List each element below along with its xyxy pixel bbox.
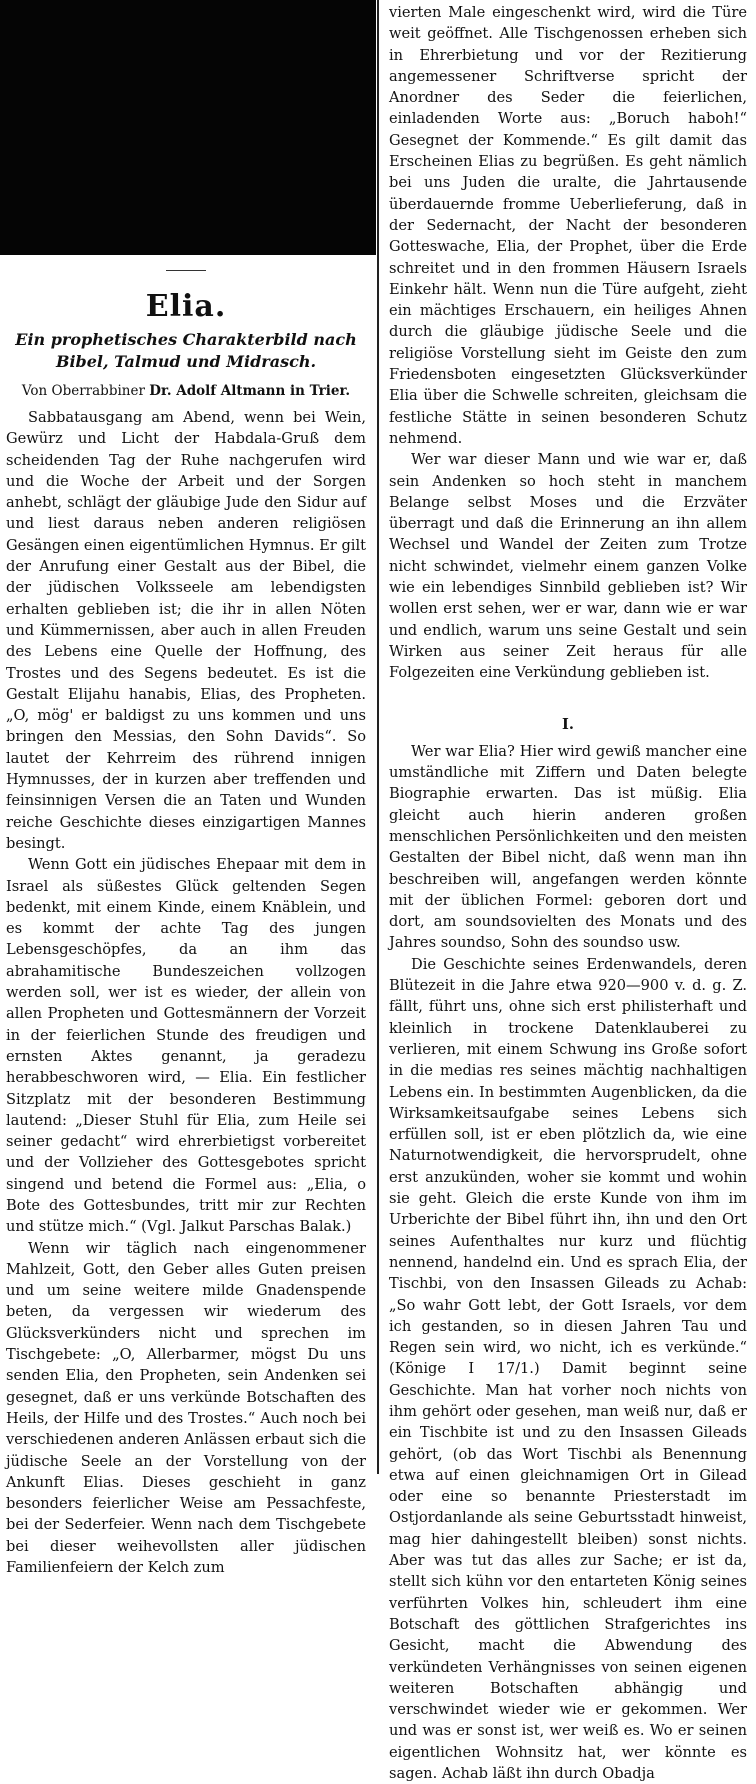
paragraph: Sabbatausgang am Abend, wenn bei Wein, Gewürz und Licht der Habdala-Gruß dem scheidenden Tag der Ruhe nachgerufen wird und die Woche der Arbeit und der Sorgen anhebt, schlägt der gläubige Jude den Sidur auf und liest daraus neben anderen religiösen Gesängen einen eigentümlichen Hymnus. Er gilt der Anrufung einer Gestalt aus der Bibel, die der jüdischen Volksseele am lebendigsten erhalten geblieben ist; die ihr in allen Nöten und Kümmernissen, aber auch in allen Freuden des Lebens eine Quelle der Hoffnung, des Trostes und des Segens bedeutet. Es ist die Gestalt Elijahu hanabis, Elias, des Propheten. „O, mög' er baldigst zu uns kommen und uns bringen den Messias, den Sohn Davids“. So lautet der Kehrreim des rührend innigen Hymnusses, der in kurzen aber treffenden und feinsinnigen Versen die an Taten und Wunden reiche Geschichte dieses einzigartigen Mannes besingt. — [6, 409, 366, 852]
right-column — [383, 0, 753, 1784]
byline-prefix: Von Oberrabbiner — [21, 383, 145, 399]
article-separator-rule — [166, 270, 206, 271]
left-column — [0, 0, 372, 1578]
paragraph-continued: vierten Male eingeschenkt wird, wird die Türe weit geöffnet. Alle Tischgenossen erheben sich in Ehrerbietung und vor der Rezitierung angemessener Schriftverse spricht der Anordner des Seder die feierlichen, einladenden Worte aus: „Boruch haboh!“ Gesegnet der Kommende.“ Es gilt damit das Erscheinen Elias zu begrüßen. Es geht nämlich bei uns Juden die uralte, die Jahrtausende überdauernde fromme Ueberlieferung, daß in der Sedernacht, der Nacht der besonderen Gotteswache, Elia, der Prophet, über die Erde schreitet und in den frommen Häusern Israels Einkehr hält. Wenn nun die Türe aufgeht, zieht ein mächtiges Erschauern, ein heiliges Ahnen durch die gläubige jüdische Seele und die religiöse Vorstellung sieht im Geiste den zum Friedensboten eingesetzten Glücksverkünder Elia über die Schwelle schreiten, gleichsam die festliche Stätte in seinen besonderen Schutz nehmend. — [389, 4, 747, 447]
paragraph: Wer war Elia? Hier wird gewiß mancher eine umständliche mit Ziffern und Daten belegte Biographie erwarten. Das ist müßig. Elia gleicht auch hierin anderen großen menschlichen Persönlichkeiten und den meisten Gestalten der Bibel nicht, daß wenn man ihn beschreiben will, angefangen werden könnte mit der üblichen Formel: geboren dort und dort, am soundsovielten des Monats und des Jahres soundso, Sohn des soundso usw. — [389, 742, 747, 952]
paragraph: Wenn Gott ein jüdisches Ehepaar mit dem in Israel als süßestes Glück geltenden Segen bedenkt, mit einem Kinde, einem Knäblein, und es kommt der achte Tag des jungen Lebensgeschöpfes, da an ihm das abrahamitische Bundeszeichen vollzogen werden soll, wer ist es wieder, der allein von allen Propheten und Gottesmännern der Vorzeit in der feierlichen Stunde des freudigen und ernsten Aktes genannt, ja geradezu herabbeschworen wird, — Elia. Ein festlicher Sitzplatz mit der besonderen Bestimmung lautend: „Dieser Stuhl für Elia, zum Heile sei seiner gedacht“ wird ehrerbietigst vorbereitet und der Vollzieher des Gottesgebotes spricht singend und betend die Formel aus: „Elia, o Bote des Gottesbundes, tritt mir zur Rechten und stütze mich.“ (Vgl. Jalkut Parschas Balak.) — [6, 856, 366, 1236]
article-subtitle: Ein prophetisches Charakterbild nach Bibel, Talmud und Midrasch. — [15, 330, 357, 371]
paragraph: Wer war dieser Mann und wie war er, daß sein Andenken so hoch steht in manchem Belange selbst Moses und die Erzväter überragt und daß die Erinnerung an ihn allem Wechsel und Wandel der Zeiten zum Trotze nicht schwindet, vielmehr einem ganzen Volke wie ein lebendiges Sinnbild geblieben ist? Wir wollen erst sehen, wer er war, dann wie er war und endlich, warum uns seine Gestalt und sein Wirken aus seiner Zeit heraus für alle Folgezeiten eine Verkündung geblieben ist. — [389, 451, 747, 682]
paragraph: Die Geschichte seines Erdenwandels, deren Blütezeit in die Jahre etwa 920—900 v. d. g. Z. fällt, führt uns, ohne sich erst philisterhaft und kleinlich in trockene Datenklauberei zu verlieren, mit einem Schwung ins Große sofort in die medias res seines mächtig nachhaltigen Lebens ein. In bestimmten Augenblicken, da die Wirksamkeitsaufgabe seines Lebens sich erfüllen soll, ist er eben plötzlich da, wie eine Naturnotwendigkeit, die hervorsprudelt, ohne erst anzukünden, woher sie kommt und wohin sie geht. Gleich die erste Kunde von ihm im Urberichte der Bibel führt ihn, ihn und den Ort seines Aufenthaltes nur kurz und flüchtig nennend, handelnd ein. Und es sprach Elia, der Tischbi, von den Insassen Gileads zu Achab: „So wahr Gott lebt, der Gott Israels, vor dem ich gestanden, so in diesen Jahren Tau und Regen sein wird, wo nicht, ich es verkünde.“ (Könige I 17/1.) Damit beginnt seine Geschichte. Man hat vorher noch nichts von ihm gehört oder gesehen, man weiß nur, daß er ein Tischbite ist und zu den Insassen Gileads gehört, (ob das Wort Tischbi als Benennung etwa auf einen gleichnamigen Ort in Gilead oder eine so benannte Priesterstadt im Ostjordanlande als seine Geburtsstadt hinweist, mag hier dahingestellt bleiben) sonst nichts. Aber was tut das alles zur Sache; er ist da, stellt sich kühn vor den entarteten König seines verführten Volkes hin, schleudert ihm eine Botschaft des göttlichen Strafgerichtes ins Gesicht, macht die Abwendung des verkündeten Verhängnisses von seinen eigenen weiteren Botschaften abhängig und verschwindet wieder wie er gekommen. Wer und was er sonst ist, wer weiß es. Wo er seinen eigentlichen Wohnsitz hat, wer könnte es sagen. Achab läßt ihn durch Obadja — [389, 955, 747, 1783]
paragraph: Wenn wir täglich nach eingenommener Mahlzeit, Gott, den Geber alles Guten preisen und um seine weitere milde Gnadenspende beten, da vergessen wir wiederum des Glücksverkünders nicht und sprechen im Tischgebete: „O, Allerbarmer, mögst Du uns senden Elia, den Propheten, sein Andenken sei gesegnet, daß er uns verkünde Botschaften des Heils, der Hilfe und des Trostes.“ Auch noch bei verschiedenen anderen Anlässen erbaut sich die jüdische Seele an der Vorstellung von der Ankunft Elias. Dieses geschieht in ganz besonders feierlicher Weise am Pessachfeste, bei der Sederfeier. Wenn nach dem Tischgebete bei dieser weihevollsten aller jüdischen Familienfeiern der Kelch zum — [6, 1239, 366, 1577]
column-rule — [377, 0, 379, 1474]
section-heading: I. — [562, 715, 574, 733]
byline-author: Dr. Adolf Altmann in Trier. — [149, 383, 351, 399]
article-byline — [6, 381, 366, 401]
article-title: Elia. — [145, 289, 227, 324]
